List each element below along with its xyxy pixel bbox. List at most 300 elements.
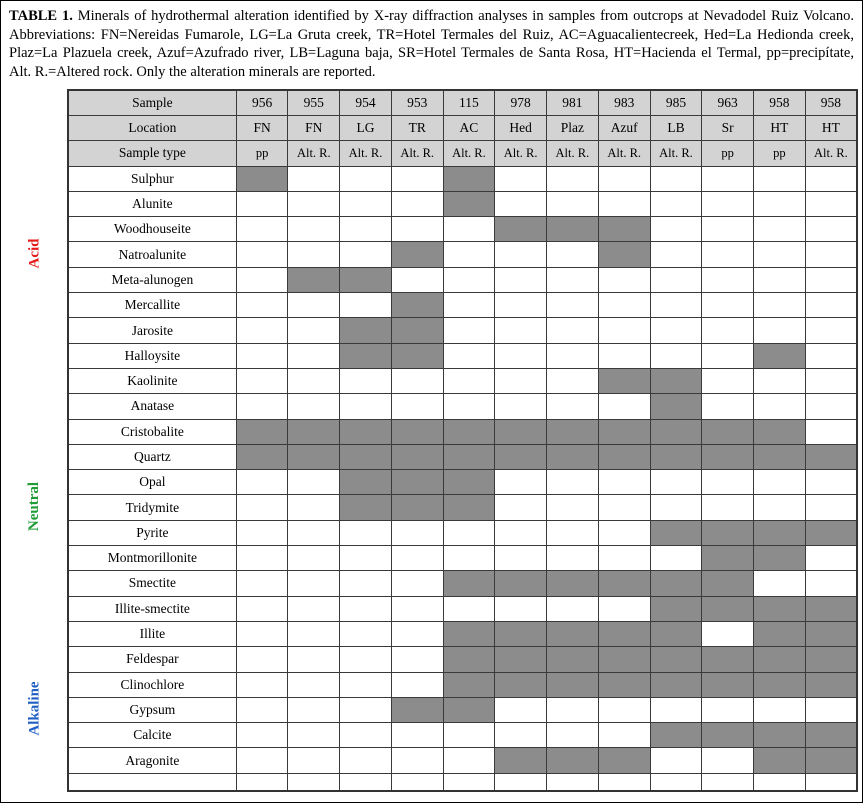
presence-cell-empty bbox=[236, 571, 288, 596]
presence-cell-filled bbox=[805, 596, 857, 621]
presence-cell-empty bbox=[288, 318, 340, 343]
presence-cell-empty bbox=[650, 470, 702, 495]
presence-cell-empty bbox=[391, 546, 443, 571]
presence-cell-filled bbox=[650, 520, 702, 545]
presence-cell-empty bbox=[495, 191, 547, 216]
table-caption bbox=[1, 1, 862, 83]
table-row bbox=[68, 191, 857, 216]
sample-type-cell: Alt. R. bbox=[598, 141, 650, 166]
presence-cell-empty bbox=[702, 470, 754, 495]
presence-cell-empty bbox=[650, 546, 702, 571]
presence-cell-filled bbox=[598, 242, 650, 267]
caption-text: Minerals of hydrothermal alteration identified by X-ray diffraction analyses in samples from outcrops at Nevadodel Ruiz Volcano. Abbreviations: FN=Nereidas Fumarole, LG=La Gruta creek, TR=Hotel Termales del Ruiz, AC=Aguacalientecreek, Hed=La Hedionda creek, Plaz=La Plazuela creek, Azuf=Azufrado river, LB=Laguna baja, SR=Hotel Termales de Santa Rosa, HT=Hacienda el Termal, pp=precipítate, Alt. R.=Altered rock. Only the alteration minerals are reported. bbox=[9, 8, 854, 80]
presence-cell-empty bbox=[495, 520, 547, 545]
mineral-name: Calcite bbox=[68, 723, 236, 748]
presence-cell-empty bbox=[650, 697, 702, 722]
presence-cell-filled bbox=[547, 571, 599, 596]
presence-cell-empty bbox=[598, 596, 650, 621]
spacer-cell bbox=[547, 773, 599, 791]
presence-cell-filled bbox=[754, 748, 806, 773]
table-row bbox=[68, 546, 857, 571]
table-row bbox=[68, 368, 857, 393]
presence-cell-empty bbox=[236, 318, 288, 343]
mineral-name: Anatase bbox=[68, 394, 236, 419]
presence-cell-empty bbox=[443, 520, 495, 545]
sample-cell: 953 bbox=[391, 90, 443, 115]
mineral-name: Jarosite bbox=[68, 318, 236, 343]
table-row bbox=[68, 571, 857, 596]
presence-cell-empty bbox=[391, 723, 443, 748]
presence-cell-empty bbox=[340, 748, 392, 773]
presence-cell-empty bbox=[702, 748, 754, 773]
presence-cell-empty bbox=[547, 495, 599, 520]
presence-cell-empty bbox=[340, 368, 392, 393]
presence-cell-filled bbox=[340, 470, 392, 495]
spacer-cell bbox=[68, 773, 236, 791]
presence-cell-empty bbox=[754, 166, 806, 191]
spacer-cell bbox=[650, 773, 702, 791]
presence-cell-filled bbox=[754, 723, 806, 748]
presence-cell-empty bbox=[288, 495, 340, 520]
presence-cell-empty bbox=[805, 495, 857, 520]
presence-cell-filled bbox=[598, 647, 650, 672]
mineral-name: Montmorillonite bbox=[68, 546, 236, 571]
presence-cell-filled bbox=[754, 546, 806, 571]
presence-cell-empty bbox=[236, 394, 288, 419]
presence-cell-empty bbox=[236, 191, 288, 216]
presence-cell-empty bbox=[340, 293, 392, 318]
presence-cell-empty bbox=[340, 217, 392, 242]
mineral-name: Aragonite bbox=[68, 748, 236, 773]
presence-cell-empty bbox=[391, 217, 443, 242]
presence-cell-filled bbox=[702, 723, 754, 748]
presence-cell-filled bbox=[495, 647, 547, 672]
sample-cell: 958 bbox=[754, 90, 806, 115]
presence-cell-empty bbox=[754, 368, 806, 393]
sample-type-cell: Alt. R. bbox=[340, 141, 392, 166]
presence-cell-filled bbox=[391, 470, 443, 495]
presence-cell-filled bbox=[598, 571, 650, 596]
presence-cell-filled bbox=[547, 748, 599, 773]
sample-type-cell: Alt. R. bbox=[495, 141, 547, 166]
presence-cell-empty bbox=[547, 546, 599, 571]
presence-cell-empty bbox=[288, 596, 340, 621]
presence-cell-empty bbox=[702, 191, 754, 216]
presence-cell-empty bbox=[288, 697, 340, 722]
presence-cell-empty bbox=[650, 343, 702, 368]
mineral-name: Illite bbox=[68, 621, 236, 646]
spacer-cell bbox=[236, 773, 288, 791]
location-cell: LB bbox=[650, 115, 702, 140]
presence-cell-filled bbox=[805, 621, 857, 646]
presence-cell-filled bbox=[805, 672, 857, 697]
presence-cell-empty bbox=[340, 723, 392, 748]
presence-cell-empty bbox=[391, 368, 443, 393]
presence-cell-empty bbox=[650, 748, 702, 773]
presence-cell-filled bbox=[495, 672, 547, 697]
presence-cell-empty bbox=[236, 217, 288, 242]
location-cell: FN bbox=[236, 115, 288, 140]
location-cell: HT bbox=[805, 115, 857, 140]
presence-cell-empty bbox=[288, 242, 340, 267]
mineral-name: Gypsum bbox=[68, 697, 236, 722]
table-row bbox=[68, 748, 857, 773]
sample-cell: 956 bbox=[236, 90, 288, 115]
presence-cell-filled bbox=[754, 520, 806, 545]
presence-cell-empty bbox=[288, 368, 340, 393]
presence-cell-filled bbox=[443, 419, 495, 444]
table-row bbox=[68, 343, 857, 368]
presence-cell-empty bbox=[702, 166, 754, 191]
presence-cell-filled bbox=[650, 647, 702, 672]
presence-cell-empty bbox=[547, 520, 599, 545]
presence-cell-empty bbox=[236, 520, 288, 545]
presence-cell-empty bbox=[754, 394, 806, 419]
table-row bbox=[68, 520, 857, 545]
location-cell: FN bbox=[288, 115, 340, 140]
presence-cell-empty bbox=[650, 217, 702, 242]
presence-cell-empty bbox=[236, 672, 288, 697]
presence-cell-empty bbox=[598, 166, 650, 191]
presence-cell-empty bbox=[598, 495, 650, 520]
mineral-name: Tridymite bbox=[68, 495, 236, 520]
group-label-neutral: Neutral bbox=[26, 481, 43, 531]
location-cell: Sr bbox=[702, 115, 754, 140]
presence-cell-filled bbox=[443, 571, 495, 596]
mineral-name: Quartz bbox=[68, 444, 236, 469]
presence-cell-filled bbox=[702, 546, 754, 571]
sample-type-header-label: Sample type bbox=[68, 141, 236, 166]
location-cell: LG bbox=[340, 115, 392, 140]
presence-cell-empty bbox=[391, 166, 443, 191]
presence-cell-filled bbox=[288, 267, 340, 292]
location-row bbox=[68, 115, 857, 140]
presence-cell-empty bbox=[443, 293, 495, 318]
presence-cell-empty bbox=[754, 217, 806, 242]
spacer-cell bbox=[598, 773, 650, 791]
location-header-label: Location bbox=[68, 115, 236, 140]
table-row bbox=[68, 166, 857, 191]
presence-cell-empty bbox=[754, 470, 806, 495]
presence-cell-filled bbox=[391, 495, 443, 520]
presence-cell-filled bbox=[340, 495, 392, 520]
presence-cell-empty bbox=[391, 621, 443, 646]
location-cell: AC bbox=[443, 115, 495, 140]
presence-cell-filled bbox=[391, 242, 443, 267]
presence-cell-empty bbox=[547, 191, 599, 216]
presence-cell-empty bbox=[288, 191, 340, 216]
table-row bbox=[68, 444, 857, 469]
presence-cell-empty bbox=[702, 368, 754, 393]
presence-cell-empty bbox=[650, 191, 702, 216]
presence-cell-filled bbox=[650, 596, 702, 621]
presence-cell-empty bbox=[236, 267, 288, 292]
presence-cell-filled bbox=[650, 368, 702, 393]
spacer-cell bbox=[805, 773, 857, 791]
presence-cell-empty bbox=[340, 546, 392, 571]
presence-cell-empty bbox=[443, 217, 495, 242]
presence-cell-empty bbox=[288, 343, 340, 368]
presence-cell-filled bbox=[443, 672, 495, 697]
presence-cell-empty bbox=[236, 697, 288, 722]
presence-cell-filled bbox=[391, 444, 443, 469]
presence-cell-empty bbox=[236, 470, 288, 495]
spacer-cell bbox=[443, 773, 495, 791]
mineral-name: Clinochlore bbox=[68, 672, 236, 697]
presence-cell-empty bbox=[340, 697, 392, 722]
presence-cell-filled bbox=[495, 621, 547, 646]
presence-cell-empty bbox=[805, 394, 857, 419]
presence-cell-empty bbox=[443, 596, 495, 621]
presence-cell-empty bbox=[805, 242, 857, 267]
presence-cell-empty bbox=[391, 520, 443, 545]
sample-cell: 954 bbox=[340, 90, 392, 115]
presence-cell-filled bbox=[702, 419, 754, 444]
spacer-cell bbox=[391, 773, 443, 791]
spacer-cell bbox=[495, 773, 547, 791]
sample-type-cell: Alt. R. bbox=[805, 141, 857, 166]
presence-cell-empty bbox=[650, 495, 702, 520]
presence-cell-empty bbox=[598, 697, 650, 722]
presence-cell-filled bbox=[805, 723, 857, 748]
table-container bbox=[5, 89, 858, 779]
presence-cell-filled bbox=[443, 444, 495, 469]
mineral-name: Meta-alunogen bbox=[68, 267, 236, 292]
presence-cell-empty bbox=[702, 394, 754, 419]
presence-cell-filled bbox=[340, 444, 392, 469]
presence-cell-empty bbox=[495, 697, 547, 722]
presence-cell-filled bbox=[650, 723, 702, 748]
presence-cell-filled bbox=[340, 267, 392, 292]
spacer-cell bbox=[702, 773, 754, 791]
presence-cell-filled bbox=[702, 444, 754, 469]
presence-cell-empty bbox=[650, 318, 702, 343]
presence-cell-empty bbox=[391, 672, 443, 697]
presence-cell-empty bbox=[805, 546, 857, 571]
presence-cell-empty bbox=[443, 546, 495, 571]
table-row bbox=[68, 672, 857, 697]
presence-cell-empty bbox=[650, 267, 702, 292]
presence-cell-filled bbox=[443, 621, 495, 646]
presence-cell-empty bbox=[391, 267, 443, 292]
presence-cell-empty bbox=[702, 267, 754, 292]
table-row bbox=[68, 217, 857, 242]
presence-cell-empty bbox=[236, 596, 288, 621]
presence-cell-filled bbox=[391, 293, 443, 318]
presence-cell-empty bbox=[236, 723, 288, 748]
presence-cell-empty bbox=[495, 368, 547, 393]
presence-cell-empty bbox=[805, 166, 857, 191]
table-row bbox=[68, 318, 857, 343]
sample-cell: 983 bbox=[598, 90, 650, 115]
presence-cell-empty bbox=[443, 343, 495, 368]
mineral-name: Feldespar bbox=[68, 647, 236, 672]
presence-cell-empty bbox=[340, 672, 392, 697]
presence-cell-filled bbox=[805, 444, 857, 469]
presence-cell-empty bbox=[495, 723, 547, 748]
sample-cell: 955 bbox=[288, 90, 340, 115]
presence-cell-empty bbox=[288, 571, 340, 596]
presence-cell-empty bbox=[340, 394, 392, 419]
presence-cell-filled bbox=[495, 444, 547, 469]
table-bottom-spacer bbox=[68, 773, 857, 791]
presence-cell-empty bbox=[702, 495, 754, 520]
presence-cell-empty bbox=[288, 723, 340, 748]
presence-cell-filled bbox=[598, 217, 650, 242]
presence-cell-empty bbox=[754, 697, 806, 722]
presence-cell-filled bbox=[391, 318, 443, 343]
presence-cell-empty bbox=[805, 470, 857, 495]
presence-cell-empty bbox=[495, 546, 547, 571]
presence-cell-empty bbox=[288, 166, 340, 191]
presence-cell-filled bbox=[598, 419, 650, 444]
presence-cell-filled bbox=[547, 647, 599, 672]
presence-cell-empty bbox=[598, 546, 650, 571]
presence-cell-empty bbox=[495, 394, 547, 419]
presence-cell-empty bbox=[547, 394, 599, 419]
presence-cell-empty bbox=[547, 166, 599, 191]
presence-cell-filled bbox=[754, 419, 806, 444]
table-row bbox=[68, 242, 857, 267]
presence-cell-empty bbox=[236, 647, 288, 672]
presence-cell-filled bbox=[702, 647, 754, 672]
presence-cell-empty bbox=[805, 343, 857, 368]
presence-cell-empty bbox=[495, 242, 547, 267]
sample-cell: 985 bbox=[650, 90, 702, 115]
presence-cell-empty bbox=[340, 647, 392, 672]
presence-cell-empty bbox=[805, 293, 857, 318]
presence-cell-empty bbox=[443, 267, 495, 292]
presence-cell-empty bbox=[805, 267, 857, 292]
presence-cell-filled bbox=[547, 419, 599, 444]
presence-cell-filled bbox=[443, 495, 495, 520]
presence-cell-empty bbox=[236, 621, 288, 646]
presence-cell-filled bbox=[754, 444, 806, 469]
presence-cell-filled bbox=[650, 672, 702, 697]
location-cell: TR bbox=[391, 115, 443, 140]
presence-cell-empty bbox=[805, 368, 857, 393]
spacer-cell bbox=[288, 773, 340, 791]
presence-cell-empty bbox=[340, 621, 392, 646]
presence-cell-empty bbox=[236, 495, 288, 520]
presence-cell-empty bbox=[598, 318, 650, 343]
location-cell: Plaz bbox=[547, 115, 599, 140]
presence-cell-filled bbox=[340, 318, 392, 343]
presence-cell-filled bbox=[495, 217, 547, 242]
presence-cell-filled bbox=[598, 621, 650, 646]
presence-cell-empty bbox=[236, 343, 288, 368]
presence-cell-empty bbox=[702, 293, 754, 318]
sample-type-row bbox=[68, 141, 857, 166]
presence-cell-filled bbox=[443, 697, 495, 722]
presence-cell-empty bbox=[288, 394, 340, 419]
mineral-matrix-table bbox=[67, 89, 858, 792]
presence-cell-empty bbox=[288, 217, 340, 242]
presence-cell-empty bbox=[805, 571, 857, 596]
presence-cell-empty bbox=[547, 242, 599, 267]
presence-cell-empty bbox=[443, 242, 495, 267]
presence-cell-empty bbox=[547, 723, 599, 748]
sample-type-cell: Alt. R. bbox=[288, 141, 340, 166]
presence-cell-empty bbox=[236, 546, 288, 571]
location-cell: Hed bbox=[495, 115, 547, 140]
presence-cell-empty bbox=[805, 217, 857, 242]
sample-type-cell: pp bbox=[236, 141, 288, 166]
presence-cell-empty bbox=[754, 242, 806, 267]
presence-cell-empty bbox=[288, 293, 340, 318]
presence-cell-empty bbox=[495, 596, 547, 621]
presence-cell-filled bbox=[650, 621, 702, 646]
mineral-name: Alunite bbox=[68, 191, 236, 216]
sample-cell: 981 bbox=[547, 90, 599, 115]
presence-cell-filled bbox=[598, 748, 650, 773]
presence-cell-empty bbox=[288, 672, 340, 697]
presence-cell-empty bbox=[443, 368, 495, 393]
group-label-alkaline: Alkaline bbox=[26, 681, 43, 736]
presence-cell-filled bbox=[702, 596, 754, 621]
presence-cell-filled bbox=[805, 520, 857, 545]
presence-cell-empty bbox=[650, 293, 702, 318]
mineral-name: Pyrite bbox=[68, 520, 236, 545]
presence-cell-empty bbox=[702, 343, 754, 368]
presence-cell-empty bbox=[598, 520, 650, 545]
sample-type-cell: Alt. R. bbox=[650, 141, 702, 166]
spacer-cell bbox=[340, 773, 392, 791]
presence-cell-filled bbox=[547, 621, 599, 646]
sample-type-cell: pp bbox=[754, 141, 806, 166]
mineral-name: Cristobalite bbox=[68, 419, 236, 444]
presence-cell-empty bbox=[598, 293, 650, 318]
presence-cell-empty bbox=[340, 166, 392, 191]
table-row bbox=[68, 267, 857, 292]
presence-cell-filled bbox=[443, 191, 495, 216]
presence-cell-empty bbox=[547, 368, 599, 393]
presence-cell-filled bbox=[443, 166, 495, 191]
presence-cell-empty bbox=[754, 267, 806, 292]
presence-cell-filled bbox=[547, 444, 599, 469]
presence-cell-empty bbox=[598, 191, 650, 216]
presence-cell-empty bbox=[391, 596, 443, 621]
presence-cell-empty bbox=[288, 520, 340, 545]
presence-cell-filled bbox=[495, 571, 547, 596]
presence-cell-filled bbox=[443, 647, 495, 672]
location-cell: Azuf bbox=[598, 115, 650, 140]
mineral-name: Kaolinite bbox=[68, 368, 236, 393]
presence-cell-filled bbox=[650, 394, 702, 419]
table-row bbox=[68, 419, 857, 444]
presence-cell-empty bbox=[288, 647, 340, 672]
presence-cell-empty bbox=[547, 697, 599, 722]
presence-cell-filled bbox=[754, 596, 806, 621]
presence-cell-filled bbox=[754, 621, 806, 646]
presence-cell-empty bbox=[547, 318, 599, 343]
mineral-name: Mercallite bbox=[68, 293, 236, 318]
presence-cell-filled bbox=[702, 520, 754, 545]
table-row bbox=[68, 697, 857, 722]
presence-cell-empty bbox=[805, 419, 857, 444]
presence-cell-empty bbox=[340, 571, 392, 596]
presence-cell-empty bbox=[702, 242, 754, 267]
presence-cell-empty bbox=[443, 748, 495, 773]
presence-cell-empty bbox=[702, 318, 754, 343]
presence-cell-empty bbox=[754, 495, 806, 520]
presence-cell-filled bbox=[805, 748, 857, 773]
presence-cell-filled bbox=[391, 697, 443, 722]
presence-cell-empty bbox=[702, 621, 754, 646]
presence-cell-empty bbox=[340, 520, 392, 545]
presence-cell-empty bbox=[598, 267, 650, 292]
sample-cell: 978 bbox=[495, 90, 547, 115]
